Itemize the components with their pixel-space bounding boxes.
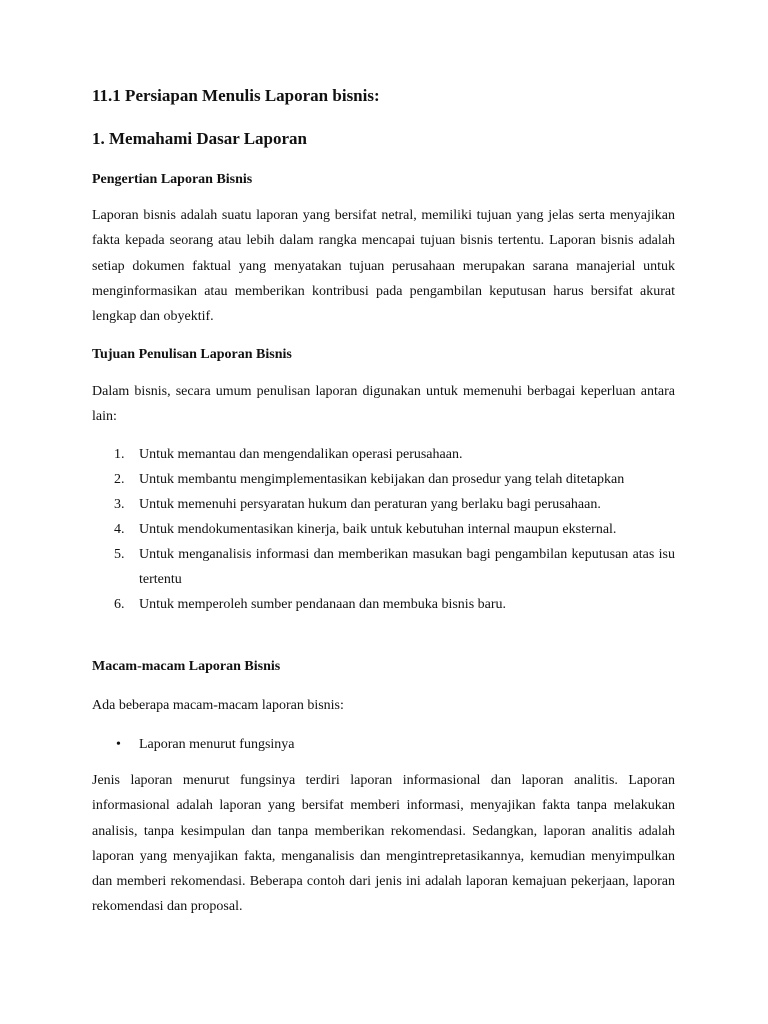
tujuan-list — [92, 442, 675, 617]
heading-tujuan: Tujuan Penulisan Laporan Bisnis — [92, 347, 292, 362]
heading-pengertian: Pengertian Laporan Bisnis — [92, 172, 253, 187]
list-item-text: Untuk menganalisis informasi dan memberikan masukan bagi pengambilan keputusan atas isu tertentu — [139, 547, 675, 587]
paragraph-fungsi: Jenis laporan menurut fungsinya terdiri laporan informasional dan laporan analitis. Laporan informasional adalah laporan yang bersifat memberi informasi, menyajikan fakta tanpa melakukan analisis, tanpa kesimpulan dan tanpa memberikan rekomendasi. Sedangkan, laporan analitis adalah laporan yang menyajikan fakta, menganalisis dan mengintrepretasikannya, kemudian menyimpulkan dan memberi rekomendasi. Beberapa contoh dari jenis ini adalah laporan kemajuan pekerjaan, laporan rekomendasi dan proposal. — [92, 773, 675, 915]
list-item-text: Untuk memperoleh sumber pendanaan dan membuka bisnis baru. — [139, 597, 507, 612]
bullet-icon: • — [116, 737, 121, 752]
list-item-text: Untuk membantu mengimplementasikan kebijakan dan prosedur yang telah ditetapkan — [139, 472, 625, 487]
section-title: 1. Memahami Dasar Laporan — [92, 129, 308, 148]
list-item-text: Untuk memenuhi persyaratan hukum dan peraturan yang berlaku bagi perusahaan. — [139, 497, 601, 512]
list-item — [92, 542, 675, 592]
paragraph-pengertian: Laporan bisnis adalah suatu laporan yang bersifat netral, memiliki tujuan yang jelas serta menyajikan fakta kepada seorang atau lebih dalam rangka mencapai tujuan bisnis tertentu. Laporan bisnis adalah setiap dokumen faktual yang menyatakan tujuan perusahaan merupakan sarana manajerial untuk menginformasikan atau memberikan kontribusi pada pengambilan keputusan harus bersifat akurat lengkap dan obyektif. — [92, 208, 675, 325]
list-number: 2. — [114, 472, 125, 487]
list-number: 3. — [114, 497, 125, 512]
list-item-text: Untuk memantau dan mengendalikan operasi perusahaan. — [139, 447, 463, 462]
list-number: 6. — [114, 597, 125, 612]
list-number: 5. — [114, 547, 125, 562]
document-title: 11.1 Persiapan Menulis Laporan bisnis: — [92, 86, 380, 105]
list-item — [92, 442, 675, 467]
list-item-text: Untuk mendokumentasikan kinerja, baik untuk kebutuhan internal maupun eksternal. — [139, 522, 617, 537]
bullet-list-item — [92, 732, 675, 757]
paragraph-tujuan-intro: Dalam bisnis, secara umum penulisan laporan digunakan untuk memenuhi berbagai keperluan antara lain: — [92, 384, 675, 425]
paragraph-macam-intro: Ada beberapa macam-macam laporan bisnis: — [92, 698, 344, 713]
list-item — [92, 492, 675, 517]
list-item — [92, 517, 675, 542]
list-item — [92, 592, 675, 617]
list-item — [92, 467, 675, 492]
heading-macam: Macam-macam Laporan Bisnis — [92, 659, 281, 674]
list-number: 4. — [114, 522, 125, 537]
list-number: 1. — [114, 447, 125, 462]
bullet-item-text: Laporan menurut fungsinya — [139, 737, 295, 752]
